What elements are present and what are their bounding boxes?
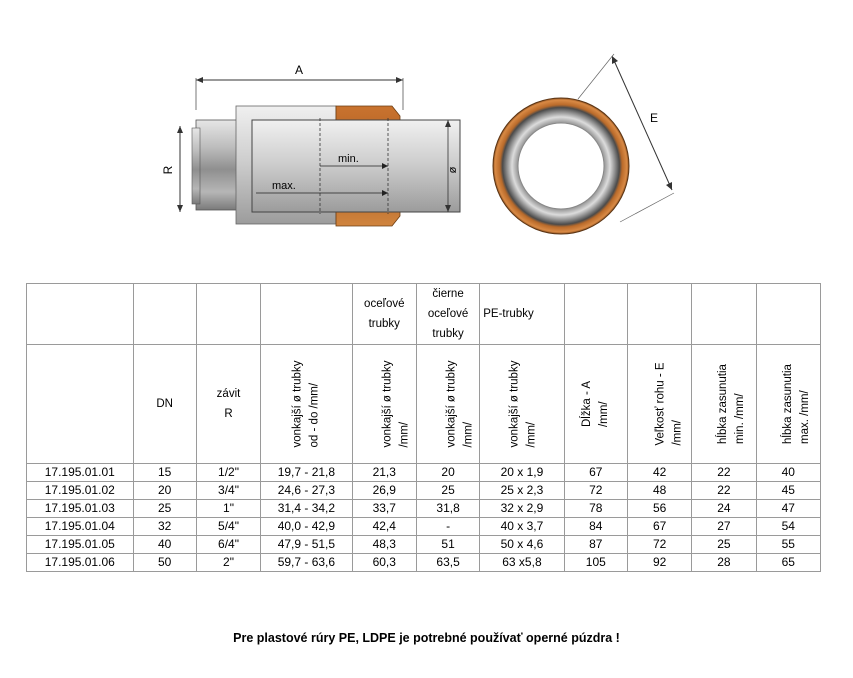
- cell-max: 65: [756, 554, 820, 572]
- cell-ocel: 42,4: [352, 518, 416, 536]
- dimension-r: [161, 126, 183, 212]
- cell-code: 17.195.01.01: [27, 464, 134, 482]
- cell-code: 17.195.01.02: [27, 482, 134, 500]
- dimension-a: [196, 63, 403, 110]
- cell-max: 45: [756, 482, 820, 500]
- cell-cierne: -: [416, 518, 479, 536]
- cell-zavit: 5/4": [196, 518, 260, 536]
- cell-pe: 63 x5,8: [480, 554, 564, 572]
- cell-cierne: 20: [416, 464, 479, 482]
- col-vonk-od-do: vonkajší ø trubky od - do /mm/: [261, 345, 352, 464]
- footnote: Pre plastové rúry PE, LDPE je potrebné používať operné púzdra !: [233, 631, 620, 645]
- cell-code: 17.195.01.04: [27, 518, 134, 536]
- col-vonk-pe: vonkajší ø trubky /mm/: [480, 345, 564, 464]
- cell-e: 67: [627, 518, 691, 536]
- cell-pe: 32 x 2,9: [480, 500, 564, 518]
- cell-max: 55: [756, 536, 820, 554]
- cell-dn: 32: [133, 518, 196, 536]
- cell-ocel: 48,3: [352, 536, 416, 554]
- col-velkost: Veľkosť rohu - E /mm/: [627, 345, 691, 464]
- cell-a: 87: [564, 536, 627, 554]
- label-e: E: [650, 111, 659, 125]
- cell-a: 105: [564, 554, 627, 572]
- col-hlbka-min: hĺbka zasunutia min. /mm/: [692, 345, 756, 464]
- label-diameter: ø: [447, 166, 459, 174]
- cell-pe: 20 x 1,9: [480, 464, 564, 482]
- cell-code: 17.195.01.03: [27, 500, 134, 518]
- cell-max: 47: [756, 500, 820, 518]
- cell-ocel: 26,9: [352, 482, 416, 500]
- cell-code: 17.195.01.06: [27, 554, 134, 572]
- cell-zavit: 2": [196, 554, 260, 572]
- cell-dn: 20: [133, 482, 196, 500]
- col-hlbka-max: hĺbka zasunutia max. /mm/: [756, 345, 820, 464]
- label-r: R: [161, 165, 175, 175]
- cell-cierne: 63,5: [416, 554, 479, 572]
- cell-pe: 25 x 2,3: [480, 482, 564, 500]
- cell-min: 27: [692, 518, 756, 536]
- table-group-header-row: [27, 284, 821, 345]
- table-column-header-row: [27, 345, 821, 464]
- cell-dn: 50: [133, 554, 196, 572]
- cell-od-do: 47,9 - 51,5: [261, 536, 352, 554]
- cell-pe: 50 x 4,6: [480, 536, 564, 554]
- col-vonk-cierne: vonkajší ø trubky /mm/: [416, 345, 479, 464]
- cell-min: 28: [692, 554, 756, 572]
- cell-code: 17.195.01.05: [27, 536, 134, 554]
- header-ocelove: oceľové trubky: [352, 284, 416, 345]
- cell-ocel: 60,3: [352, 554, 416, 572]
- cell-min: 25: [692, 536, 756, 554]
- header-cierne: čierne oceľové trubky: [416, 284, 479, 345]
- cell-a: 67: [564, 464, 627, 482]
- cell-a: 72: [564, 482, 627, 500]
- cell-cierne: 25: [416, 482, 479, 500]
- table-row: [27, 482, 821, 500]
- table-row: [27, 518, 821, 536]
- cell-dn: 15: [133, 464, 196, 482]
- fitting-front-view: [493, 98, 629, 234]
- cell-e: 72: [627, 536, 691, 554]
- spec-table: [26, 283, 821, 572]
- cell-e: 92: [627, 554, 691, 572]
- label-a: A: [294, 63, 304, 77]
- col-dlzka: Dĺžka - A /mm/: [564, 345, 627, 464]
- table-row: [27, 536, 821, 554]
- cell-ocel: 21,3: [352, 464, 416, 482]
- table-row: [27, 554, 821, 572]
- table-row: [27, 464, 821, 482]
- cell-a: 78: [564, 500, 627, 518]
- cell-cierne: 51: [416, 536, 479, 554]
- cell-dn: 25: [133, 500, 196, 518]
- col-zavit: závit R: [196, 345, 260, 464]
- cell-zavit: 1": [196, 500, 260, 518]
- cell-cierne: 31,8: [416, 500, 479, 518]
- cell-dn: 40: [133, 536, 196, 554]
- cell-od-do: 59,7 - 63,6: [261, 554, 352, 572]
- cell-zavit: 6/4": [196, 536, 260, 554]
- table-row: [27, 500, 821, 518]
- cell-pe: 40 x 3,7: [480, 518, 564, 536]
- cell-od-do: 40,0 - 42,9: [261, 518, 352, 536]
- cell-zavit: 1/2": [196, 464, 260, 482]
- col-dn: DN: [133, 345, 196, 464]
- cell-a: 84: [564, 518, 627, 536]
- col-vonk-ocel: vonkajší ø trubky /mm/: [352, 345, 416, 464]
- fitting-drawing: [0, 0, 853, 260]
- cell-max: 40: [756, 464, 820, 482]
- cell-min: 22: [692, 482, 756, 500]
- cell-min: 24: [692, 500, 756, 518]
- cell-e: 48: [627, 482, 691, 500]
- cell-e: 56: [627, 500, 691, 518]
- cell-ocel: 33,7: [352, 500, 416, 518]
- label-min: min.: [338, 153, 359, 165]
- cell-e: 42: [627, 464, 691, 482]
- cell-max: 54: [756, 518, 820, 536]
- cell-od-do: 19,7 - 21,8: [261, 464, 352, 482]
- cell-od-do: 31,4 - 34,2: [261, 500, 352, 518]
- header-pe: PE-trubky: [480, 284, 564, 345]
- cell-min: 22: [692, 464, 756, 482]
- cell-zavit: 3/4": [196, 482, 260, 500]
- label-max: max.: [272, 180, 296, 192]
- cell-od-do: 24,6 - 27,3: [261, 482, 352, 500]
